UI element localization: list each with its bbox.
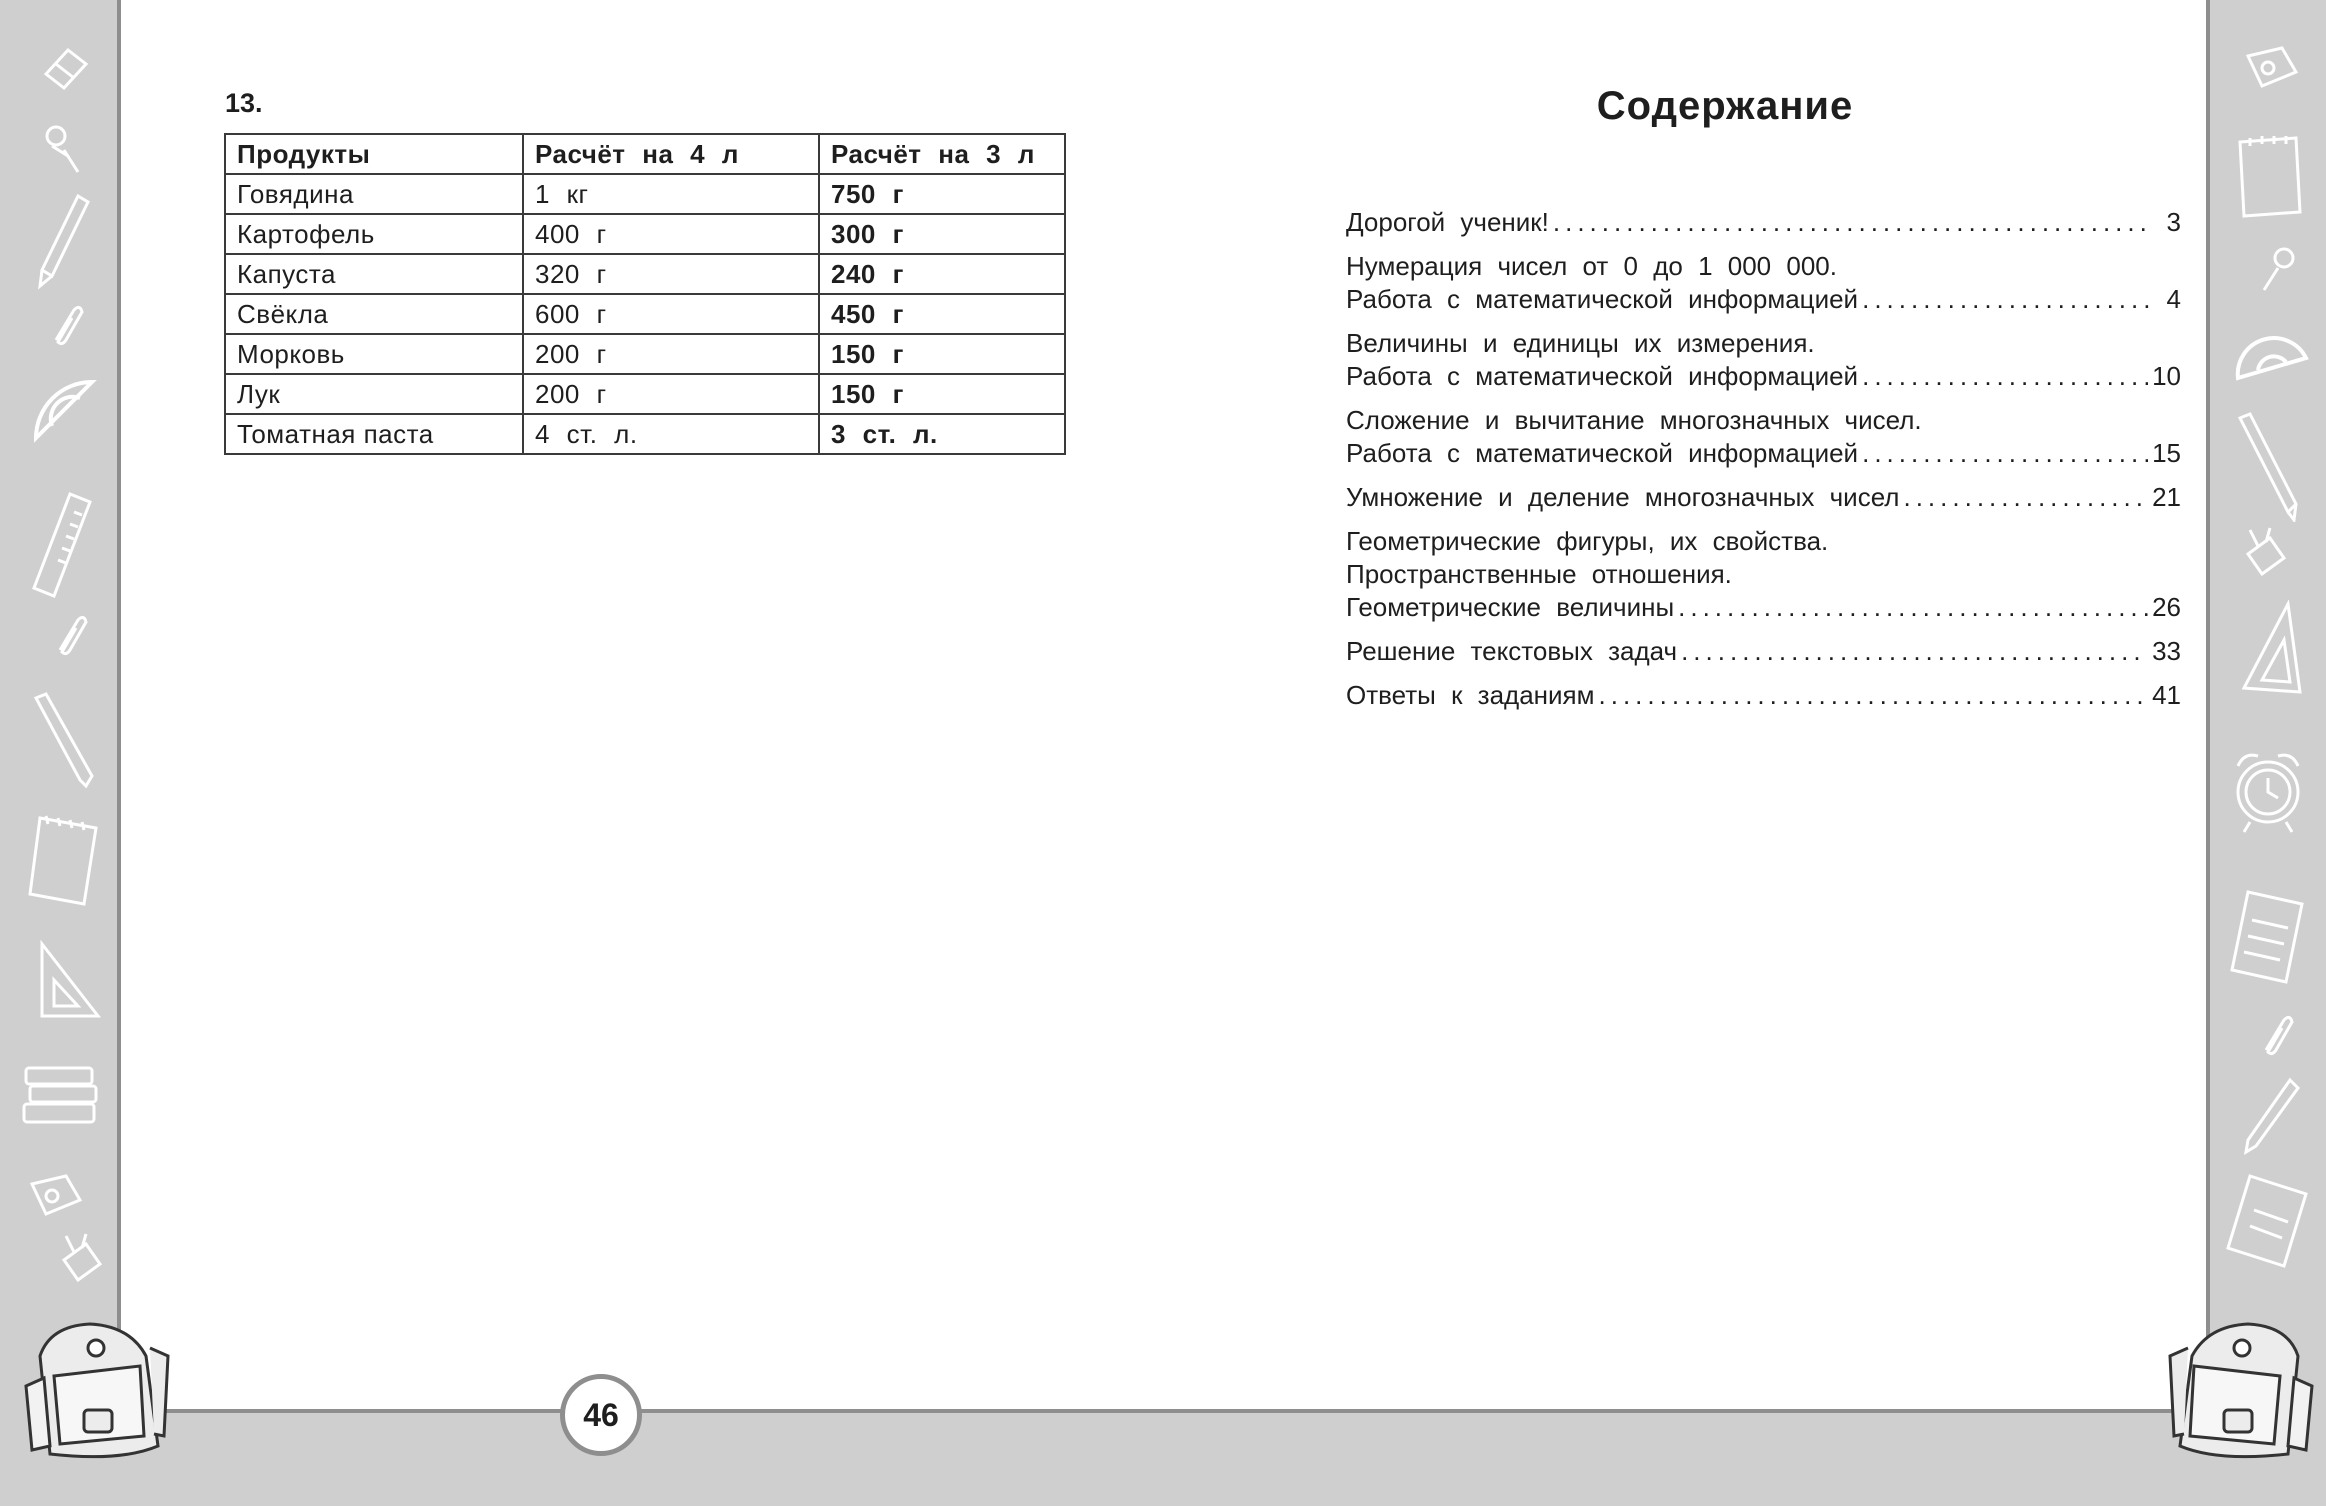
product-name: Томатная паста xyxy=(225,414,523,454)
paperclip-icon xyxy=(50,610,90,660)
leader-dots xyxy=(1903,481,2148,514)
toc-entry[interactable] xyxy=(1346,250,2181,316)
leader-dots xyxy=(1862,360,2148,393)
toc-entry-text: Геометрические величины xyxy=(1346,592,1675,622)
toc-entry[interactable] xyxy=(1346,327,2181,393)
table-row xyxy=(225,294,1065,334)
ruler-icon xyxy=(30,490,94,600)
notepad-icon xyxy=(26,808,102,908)
amount-4l: 600 г xyxy=(523,294,819,334)
toc-entry-line xyxy=(1346,437,2181,470)
amount-4l: 200 г xyxy=(523,334,819,374)
toc-entry-line xyxy=(1346,206,2181,239)
paperclip-icon xyxy=(46,300,86,350)
toc-page-number: 3 xyxy=(2166,207,2181,237)
leader-dots xyxy=(1681,635,2148,668)
toc-page-number: 10 xyxy=(2152,361,2181,391)
column-header-3l: Расчёт на 3 л xyxy=(819,134,1065,174)
toc-entry-text: Работа с математической информацией xyxy=(1346,361,1859,391)
product-name: Капуста xyxy=(225,254,523,294)
alarm-clock-icon xyxy=(2228,740,2308,836)
toc-entry-text: Умножение и деление многозначных чисел xyxy=(1346,482,1900,512)
protractor-icon xyxy=(2232,318,2312,388)
leader-dots xyxy=(1599,679,2149,712)
triangle-ruler-icon xyxy=(2236,600,2306,696)
leader-dots xyxy=(1862,283,2149,316)
product-name: Лук xyxy=(225,374,523,414)
toc-entry[interactable] xyxy=(1346,635,2181,668)
table-row xyxy=(225,334,1065,374)
toc-entry-text: Сложение и вычитание многозначных чисел. xyxy=(1346,405,1922,435)
toc-entry-line xyxy=(1346,679,2181,712)
amount-3l: 150 г xyxy=(819,334,1065,374)
toc-page-number: 15 xyxy=(2152,438,2181,468)
amount-3l: 300 г xyxy=(819,214,1065,254)
toc-entry-line xyxy=(1346,360,2181,393)
amount-4l: 200 г xyxy=(523,374,819,414)
table-row xyxy=(225,254,1065,294)
leader-dots xyxy=(1553,206,2149,239)
table-row xyxy=(225,414,1065,454)
toc-entry-text: Величины и единицы их измерения. xyxy=(1346,328,1815,358)
toc-entry-text: Дорогой ученик! xyxy=(1346,207,1549,237)
toc-entry-text: Ответы к заданиям xyxy=(1346,680,1595,710)
notepad-icon xyxy=(2230,130,2304,220)
pen-icon xyxy=(2232,412,2302,522)
amount-4l: 4 ст. л. xyxy=(523,414,819,454)
table-header-row xyxy=(225,134,1065,174)
toc-entry[interactable] xyxy=(1346,679,2181,712)
toc-page-number: 41 xyxy=(2152,680,2181,710)
sharpener-icon xyxy=(2240,40,2300,100)
table-row xyxy=(225,374,1065,414)
pushpin-icon xyxy=(38,120,88,176)
notebook-icon xyxy=(2228,886,2308,986)
paperclip-icon xyxy=(2256,1010,2296,1060)
toc-entry[interactable] xyxy=(1346,206,2181,239)
toc-page-number: 33 xyxy=(2152,636,2181,666)
product-name: Говядина xyxy=(225,174,523,214)
toc-entry-line xyxy=(1346,283,2181,316)
column-header-products: Продукты xyxy=(225,134,523,174)
eraser-icon xyxy=(38,38,94,94)
toc-entry-text: Решение текстовых задач xyxy=(1346,636,1678,666)
toc-entry[interactable] xyxy=(1346,404,2181,470)
backpack-icon xyxy=(2168,1316,2318,1466)
amount-4l: 320 г xyxy=(523,254,819,294)
amount-4l: 1 кг xyxy=(523,174,819,214)
pencil-icon xyxy=(30,690,100,790)
toc-page-number: 4 xyxy=(2166,284,2181,314)
toc-entry-line xyxy=(1346,635,2181,668)
toc-entry-text: Геометрические фигуры, их свойства. xyxy=(1346,526,1829,556)
triangle-ruler-icon xyxy=(34,940,104,1020)
table-of-contents xyxy=(1346,206,2181,723)
toc-entry-text: Работа с математической информацией xyxy=(1346,284,1859,314)
page-number: 46 xyxy=(560,1374,642,1456)
table-row xyxy=(225,174,1065,214)
protractor-icon xyxy=(26,372,102,448)
book-icon xyxy=(2224,1170,2310,1270)
toc-entry-line xyxy=(1346,591,2181,624)
toc-entry[interactable] xyxy=(1346,481,2181,514)
toc-title: Содержание xyxy=(1596,84,1854,128)
backpack-icon xyxy=(20,1316,170,1466)
binder-clip-icon xyxy=(56,1230,106,1286)
toc-entry-line xyxy=(1346,481,2181,514)
binder-clip-icon xyxy=(2240,524,2290,580)
column-header-4l: Расчёт на 4 л xyxy=(523,134,819,174)
toc-entry[interactable] xyxy=(1346,525,2181,624)
toc-entry-text: Нумерация чисел от 0 до 1 000 000. xyxy=(1346,251,1837,281)
books-icon xyxy=(20,1060,104,1130)
products-table xyxy=(224,133,1066,455)
amount-3l: 240 г xyxy=(819,254,1065,294)
toc-entry-text: Пространственные отношения. xyxy=(1346,559,1732,589)
amount-3l: 450 г xyxy=(819,294,1065,334)
product-name: Морковь xyxy=(225,334,523,374)
amount-3l: 150 г xyxy=(819,374,1065,414)
task-number: 13. xyxy=(225,88,263,118)
leader-dots xyxy=(1862,437,2148,470)
pushpin-icon xyxy=(2258,244,2302,294)
pen-icon xyxy=(34,190,94,290)
sharpener-icon xyxy=(26,1170,86,1220)
amount-3l: 750 г xyxy=(819,174,1065,214)
pencil-icon xyxy=(2240,1076,2300,1156)
toc-entry-text: Работа с математической информацией xyxy=(1346,438,1859,468)
product-name: Свёкла xyxy=(225,294,523,334)
amount-3l: 3 ст. л. xyxy=(819,414,1065,454)
amount-4l: 400 г xyxy=(523,214,819,254)
table-row xyxy=(225,214,1065,254)
toc-page-number: 26 xyxy=(2152,592,2181,622)
leader-dots xyxy=(1678,591,2148,624)
toc-page-number: 21 xyxy=(2152,482,2181,512)
product-name: Картофель xyxy=(225,214,523,254)
